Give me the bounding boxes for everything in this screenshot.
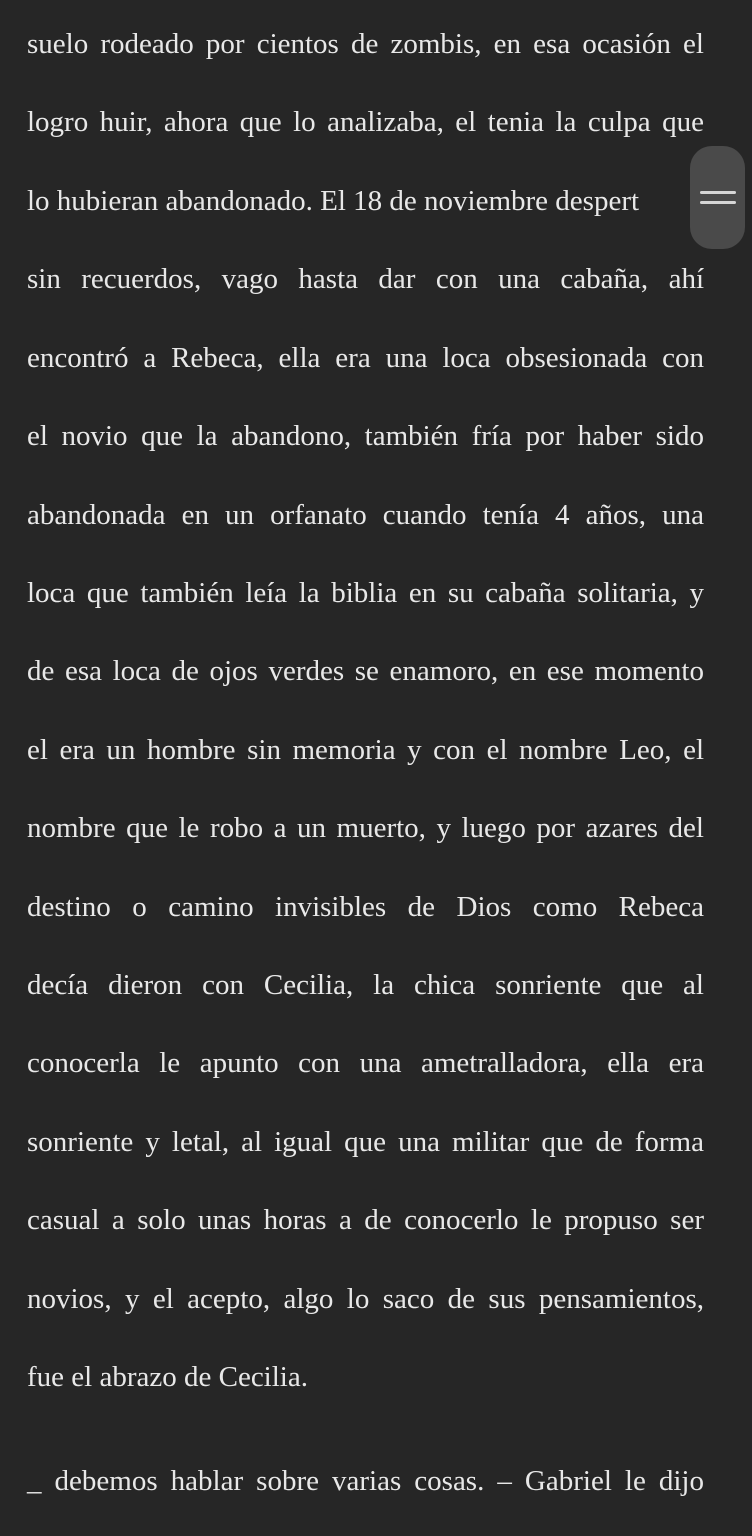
text-line: logro huir, ahora que lo analizaba, el tenia la culpa que [27,106,704,138]
text-line: sin recuerdos, vago hasta dar con una cabaña, ahí [27,263,704,295]
text-line: _ debemos hablar sobre varias cosas. – Gabriel le dijo [27,1465,704,1497]
fast-scroll-handle[interactable] [690,146,745,249]
text-line: novios, y el acepto, algo lo saco de sus pensamientos, [27,1283,704,1315]
grip-lines-icon [700,191,736,205]
text-line: suelo rodeado por cientos de zombis, en esa ocasión el [27,28,704,60]
text-line: conocerla le apunto con una ametralladora, ella era [27,1047,704,1079]
text-line: destino o camino invisibles de Dios como Rebeca [27,891,704,923]
text-line: abandonada en un orfanato cuando tenía 4 años, una [27,499,704,531]
text-line: sonriente y letal, al igual que una militar que de forma [27,1126,704,1158]
text-line: casual a solo unas horas a de conocerlo le propuso ser [27,1204,704,1236]
text-line: lo hubieran abandonado. El 18 de noviembre despert [27,185,640,217]
text-line: nombre que le robo a un muerto, y luego por azares del [27,812,704,844]
text-line: encontró a Rebeca, ella era una loca obsesionada con [27,342,704,374]
text-line: loca que también leía la biblia en su cabaña solitaria, y [27,577,704,609]
text-line: el novio que la abandono, también fría por haber sido [27,420,704,452]
text-line: decía dieron con Cecilia, la chica sonriente que al [27,969,704,1001]
text-line: el era un hombre sin memoria y con el nombre Leo, el [27,734,704,766]
text-line: de esa loca de ojos verdes se enamoro, en ese momento [27,655,704,687]
text-line: fue el abrazo de Cecilia. [27,1361,308,1393]
